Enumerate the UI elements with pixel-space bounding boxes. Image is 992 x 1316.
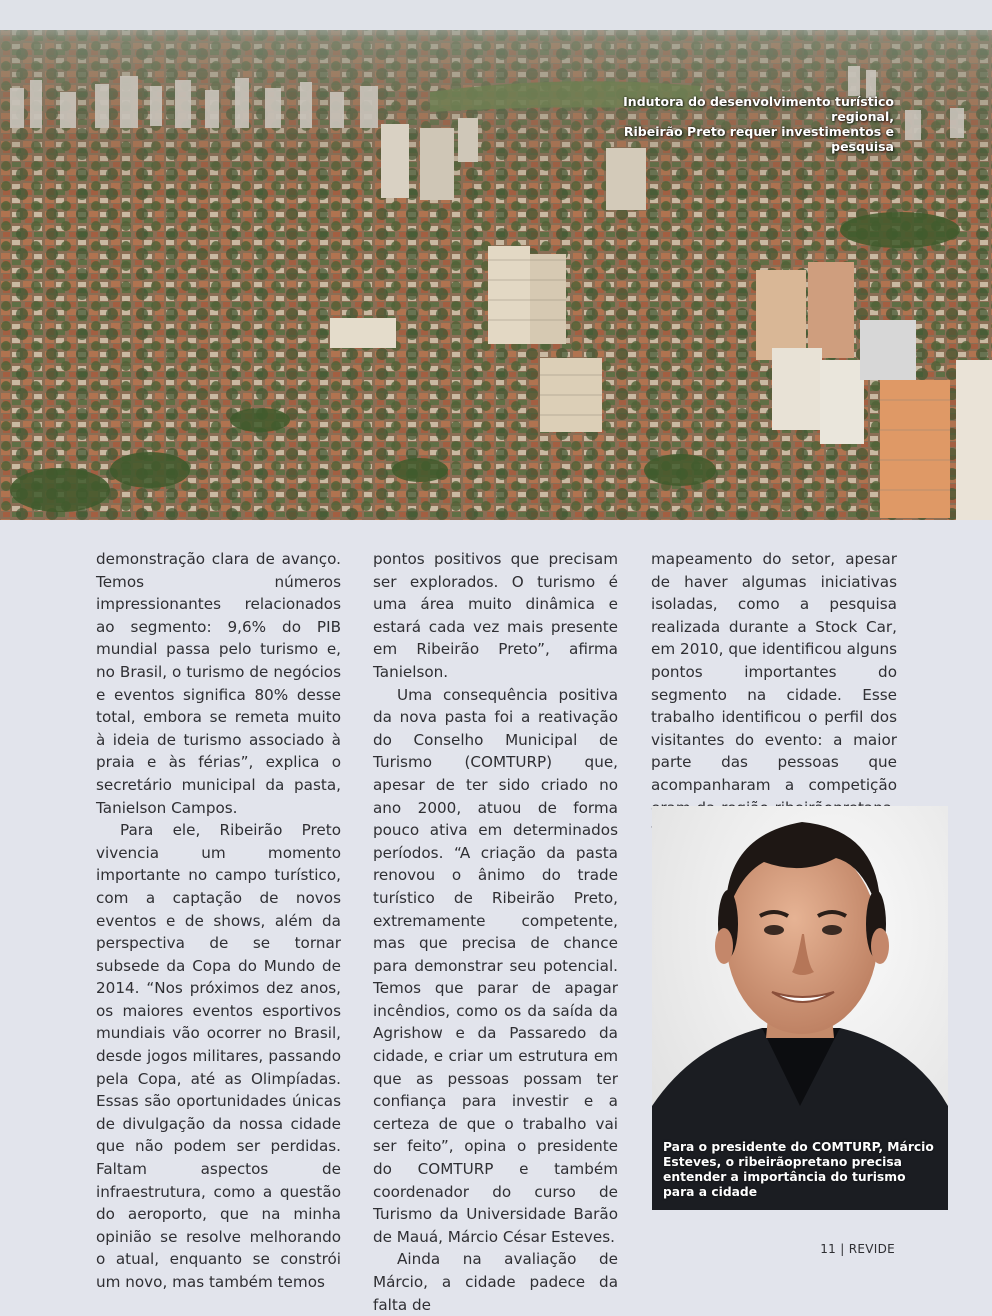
aerial-city-illustration <box>0 0 992 520</box>
hero-photo-caption <box>564 94 894 154</box>
article-column-3 <box>651 548 897 842</box>
paragraph: mapeamento do setor, apesar de haver algumas iniciativas isoladas, como a pesquisa realizada durante a Stock Car, em 2010, que identificou alguns pontos importantes do segmento na cidade. Esse trabalho identificou o perfil dos visitantes do evento: a maior parte das pessoas que acompanharam a competição <box>651 550 897 794</box>
hero-caption-line-2: Ribeirão Preto requer investimentos e pesquisa <box>623 124 894 154</box>
paragraph: Ainda na avaliação de Márcio, a cidade padece da falta de <box>373 1250 618 1314</box>
page-folio <box>820 1242 895 1256</box>
hero-photo-aerial-city <box>0 0 992 520</box>
page-number: 11 <box>820 1242 837 1256</box>
paragraph: Para ele, Ribeirão Preto vivencia um momento importante no campo turístico, com a captação de novos eventos e de shows, além da perspectiva de se tornar subsede da Copa do Mundo de 2014. “Nos próximos dez anos, os maiores eventos esportivos mundiais vão ocorrer no Brasil, desde jogos militares, passando pela Copa, até as Olimpíadas. Essas são oportunidades únicas de divulgação da nossa cidade que não podem ser perdidas. Faltam aspectos de infraestrutura, como a questão do aeroporto, que na minha opinião se resolve melhorando o atual, enquanto se constrói um novo, mas também temos <box>96 821 341 1291</box>
portrait-caption: Para o presidente do COMTURP, Márcio Esteves, o ribeirãopretano precisa entender a importância do turismo para a cidade <box>663 1140 934 1199</box>
paragraph: demonstração clara de avanço. Temos números impressionantes relacionados ao segmento: 9,6% do PIB mundial passa pelo turismo e, no Brasil, o turismo de negócios e eventos significa 80% desse total, embora se remeta muito à ideia de turismo associado à praia e às férias”, explica o secretário municipal da pasta, Tanielson Campos. <box>96 550 341 817</box>
portrait-photo <box>652 806 948 1210</box>
article-column-1 <box>96 548 341 1294</box>
folio-separator: | <box>840 1242 845 1256</box>
paragraph: Uma consequência positiva da nova pasta foi a reativação do Conselho Municipal de Turismo (COMTURP) que, apesar de ter sido criado no ano 2000, atuou de forma pouco ativa em determinados períodos. “A criação da pasta renovou o ânimo do trade turístico de Ribeirão Preto, extremamente competente, mas que precisa de chance para demonstrar seu potencial. Temos que parar de apagar incêndios, como os da saída da Agrishow e da Passaredo da cidade, e criar um estrutura em que as pessoas possam ter confiança para investir e a certeza de que o trabalho vai ser feito”, opina o presidente do COMTURP e também coordenador do curso de Turismo da Universidade Barão de Mauá, Márcio César Esteves. <box>373 685 618 1246</box>
magazine-name: REVIDE <box>848 1242 895 1256</box>
hero-caption-line-1: Indutora do desenvolvimento turístico regional, <box>623 94 894 124</box>
paragraph: pontos positivos que precisam ser explorados. O turismo é uma área muito dinâmica e estará cada vez mais presente em Ribeirão Preto”, afirma Tanielson. <box>373 550 618 681</box>
article-column-2 <box>373 548 618 1316</box>
